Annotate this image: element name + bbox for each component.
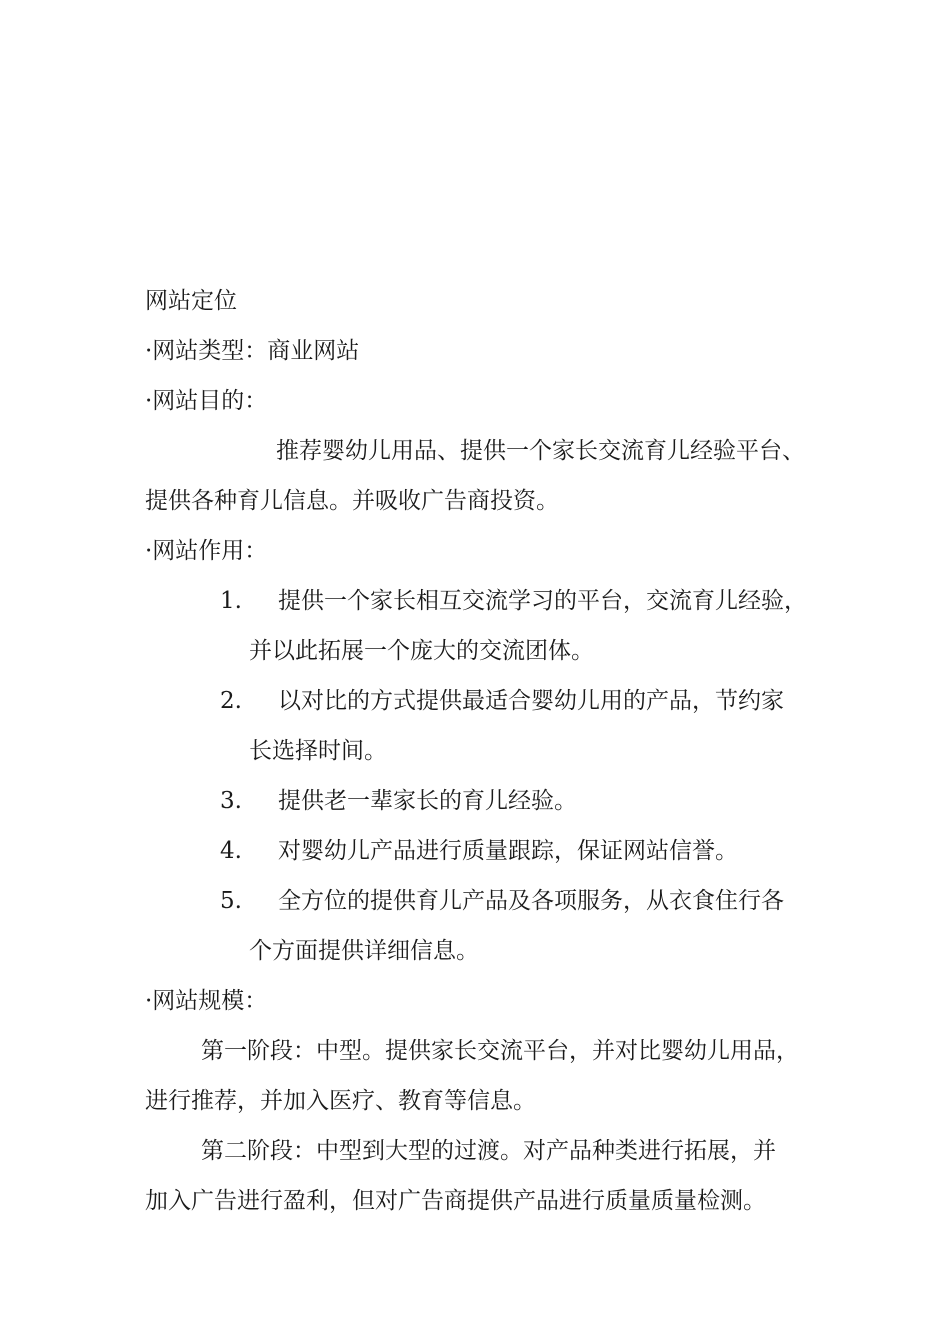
stage-2-line-1: 第二阶段：中型到大型的过渡。对产品种类进行拓展，并 <box>201 1138 776 1164</box>
list-item <box>145 876 825 976</box>
list-item-number: 4. <box>220 838 242 864</box>
list-item-text-continued: 个方面提供详细信息。 <box>249 938 479 964</box>
list-item-text: 对婴幼儿产品进行质量跟踪，保证网站信誉。 <box>278 838 738 864</box>
list-item-text-continued: 长选择时间。 <box>249 738 387 764</box>
section-heading: 网站定位 <box>145 288 237 314</box>
website-function-label: ·网站作用： <box>145 538 268 564</box>
list-item-text: 提供一个家长相互交流学习的平台，交流育儿经验， <box>278 588 807 614</box>
list-item-text: 以对比的方式提供最适合婴幼儿用的产品，节约家 <box>278 688 784 714</box>
list-item-number: 5. <box>220 888 242 914</box>
website-type-line: ·网站类型：商业网站 <box>145 338 360 364</box>
list-item-number: 3. <box>220 788 242 814</box>
list-item <box>145 676 825 776</box>
list-item-text-continued: 并以此拓展一个庞大的交流团体。 <box>249 638 594 664</box>
website-scale-label: ·网站规模： <box>145 988 268 1014</box>
list-item-number: 2. <box>220 688 242 714</box>
purpose-text-line-1: 推荐婴幼儿用品、提供一个家长交流育儿经验平台、 <box>276 438 805 464</box>
purpose-text-line-2: 提供各种育儿信息。并吸收广告商投资。 <box>145 488 559 514</box>
document-body <box>145 276 825 1226</box>
stage-1-line-1: 第一阶段：中型。提供家长交流平台，并对比婴幼儿用品， <box>201 1038 799 1064</box>
list-item <box>145 776 825 826</box>
list-item-text: 提供老一辈家长的育儿经验。 <box>278 788 577 814</box>
website-purpose-label: ·网站目的： <box>145 388 268 414</box>
stage-2-line-2: 加入广告进行盈利，但对广告商提供产品进行质量质量检测。 <box>145 1188 766 1214</box>
function-list <box>145 576 825 976</box>
list-item <box>145 576 825 676</box>
stage-1-line-2: 进行推荐，并加入医疗、教育等信息。 <box>145 1088 536 1114</box>
list-item-text: 全方位的提供育儿产品及各项服务，从衣食住行各 <box>278 888 784 914</box>
list-item-number: 1. <box>220 588 242 614</box>
list-item <box>145 826 825 876</box>
